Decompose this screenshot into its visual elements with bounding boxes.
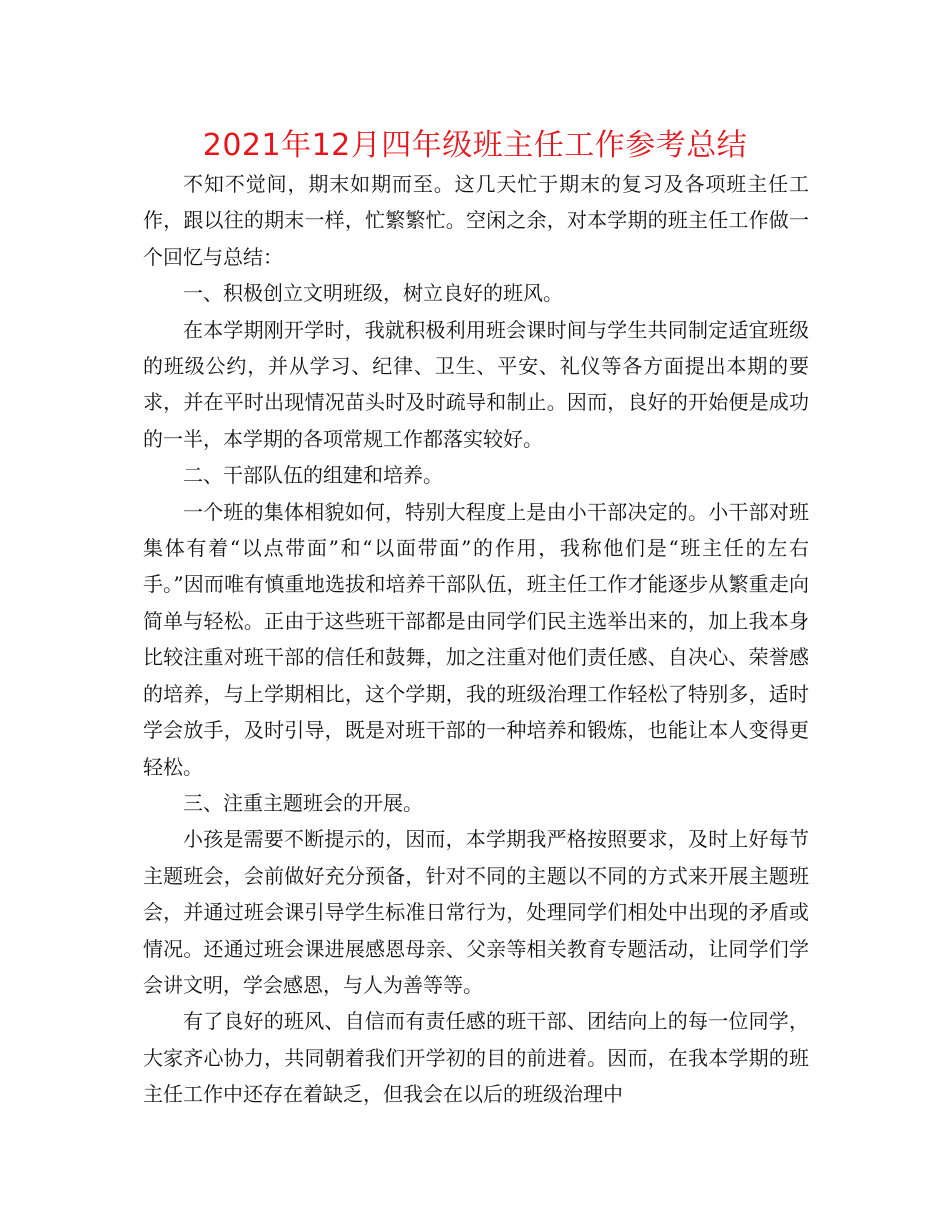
section-heading-2: 二、干部队伍的组建和培养。 <box>183 463 443 488</box>
section-heading-3: 三、注重主题班会的开展。 <box>183 790 423 815</box>
paragraph-section-1: 在本学期刚开学时，我就积极利用班会课时间与学生共同制定适宜班级的班级公约，并从学习、纪律、卫生、平安、礼仪等各方面提出本期的要求，并在平时出现情况苗头时及时疏导和制止。因而，良好的开始便是成功的一半，本学期的各项常规工作都落实较好。 <box>143 317 809 451</box>
section-heading-1: 一、积极创立文明班级，树立良好的班风。 <box>183 281 563 306</box>
paragraph-conclusion: 有了良好的班风、自信而有责任感的班干部、团结向上的每一位同学，大家齐心协力，共同朝着我们开学初的目的前进着。因而，在我本学期的班主任工作中还存在着缺乏，但我会在以后的班级治理中 <box>143 1009 809 1107</box>
paragraph-section-3: 小孩是需要不断提示的，因而，本学期我严格按照要求，及时上好每节主题班会，会前做好充分预备，针对不同的主题以不同的方式来开展主题班会，并通过班会课引导学生标准日常行为，处理同学们相处中出现的矛盾或情况。还通过班会课进展感恩母亲、父亲等相关教育专题活动，让同学们学会讲文明，学会感恩，与人为善等等。 <box>143 827 809 997</box>
paragraph-intro: 不知不觉间，期末如期而至。这几天忙于期末的复习及各项班主任工作，跟以往的期末一样，忙繁繁忙。空闲之余，对本学期的班主任工作做一个回忆与总结： <box>143 172 809 269</box>
document-body <box>143 166 809 1113</box>
document-title: 2021年12月四年级班主任工作参考总结 <box>202 128 748 163</box>
paragraph-section-2: 一个班的集体相貌如何，特别大程度上是由小干部决定的。小干部对班集体有着“以点带面”和“以面带面”的作用，我称他们是“班主任的左右手。”因而唯有慎重地选拔和培养干部队伍，班主任工作才能逐步从繁重走向简单与轻松。正由于这些班干部都是由同学们民主选举出来的，加上我本身比较注重对班干部的信任和鼓舞，加之注重对他们责任感、自决心、荣誉感的培养，与上学期相比，这个学期，我的班级治理工作轻松了特别多，适时学会放手，及时引导，既是对班干部的一种培养和锻炼，也能让本人变得更轻松。 <box>143 499 809 779</box>
